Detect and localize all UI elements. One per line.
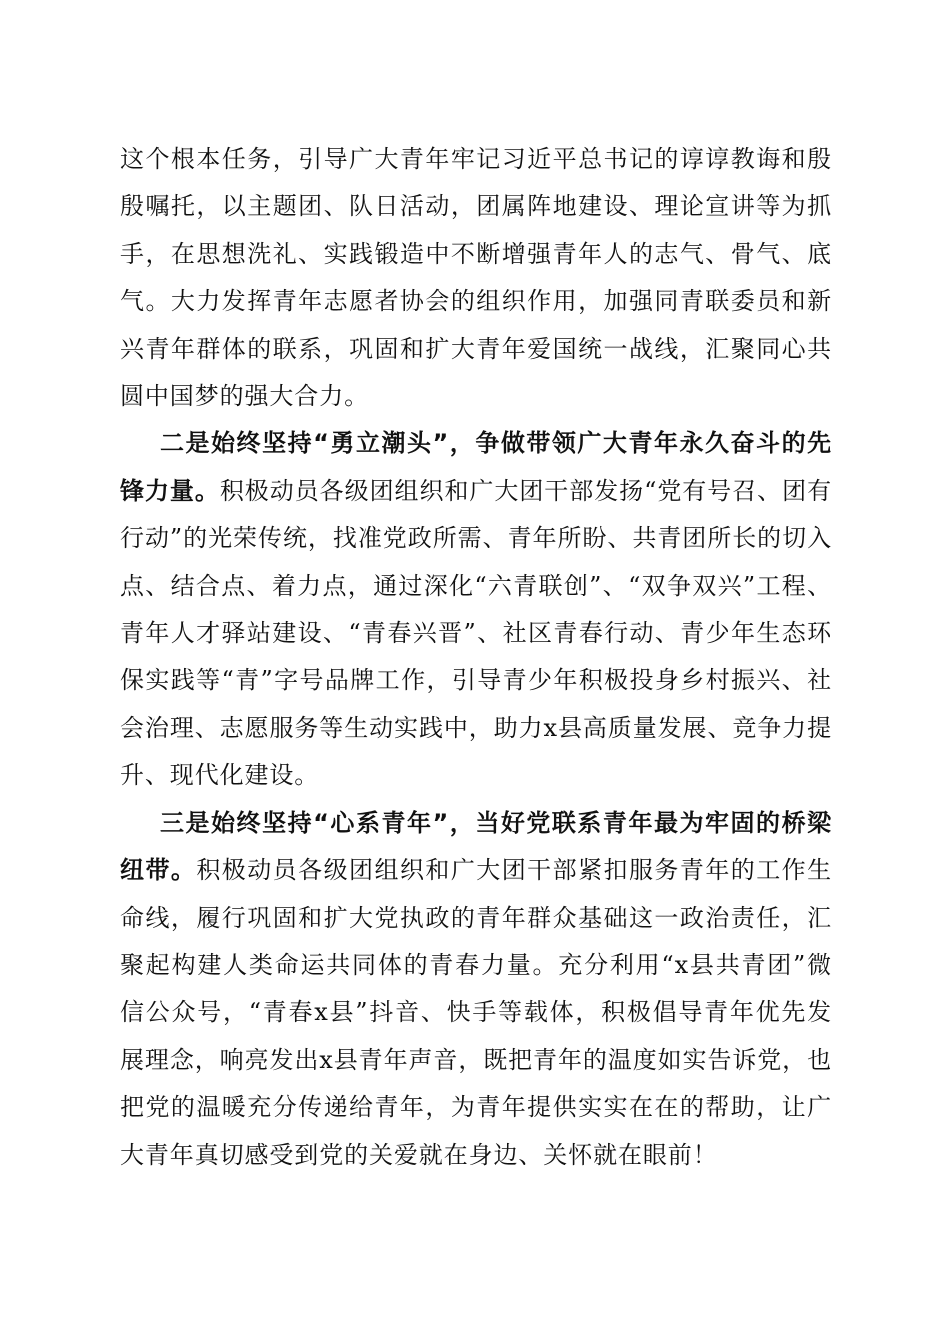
paragraph-1 — [120, 136, 832, 420]
paragraph-2-lead: 二是始终坚持“勇立潮头”，争做带领广大青年永久奋斗的先锋力量。 — [120, 429, 832, 505]
paragraph-2 — [120, 420, 832, 799]
paragraph-3 — [120, 800, 832, 1179]
paragraph-3-lead: 三是始终坚持“心系青年”，当好党联系青年最为牢固的桥梁纽带。 — [120, 808, 832, 885]
paragraph-3-text: 积极动员各级团组织和广大团干部紧扣服务青年的工作生命线，履行巩固和扩大党执政的青年群众基础这一政治责任，汇聚起构建人类命运共同体的青春力量。充分利用“x县共青团”微信公众号，“青春x县”抖音、快手等载体，积极倡导青年优先发展理念，响亮发出x县青年声音，既把青年的温度如实告诉党，也把党的温暖充分传递给青年，为青年提供实实在在的帮助，让广大青年真切感受到党的关爱就在身边、关怀就在眼前！ — [120, 856, 833, 1169]
paragraph-1-text: 这个根本任务，引导广大青年牢记习近平总书记的谆谆教诲和殷殷嘱托，以主题团、队日活动，团属阵地建设、理论宣讲等为抓手，在思想洗礼、实践锻造中不断增强青年人的志气、骨气、底气。大力发挥青年志愿者协会的组织作用，加强同青联委员和新兴青年群体的联系，巩固和扩大青年爱国统一战线，汇聚同心共圆中国梦的强大合力。 — [120, 145, 832, 411]
paragraph-2-text: 积极动员各级团组织和广大团干部发扬“党有号召、团有行动”的光荣传统，找准党政所需、青年所盼、共青团所长的切入点、结合点、着力点，通过深化“六青联创”、“双争双兴”工程、青年人才驿站建设、“青春兴晋”、社区青春行动、青少年生态环保实践等“青”字号品牌工作，引导青少年积极投身乡村振兴、社会治理、志愿服务等生动实践中，助力x县高质量发展、竞争力提升、现代化建设。 — [120, 476, 832, 790]
document-body — [120, 136, 832, 1179]
